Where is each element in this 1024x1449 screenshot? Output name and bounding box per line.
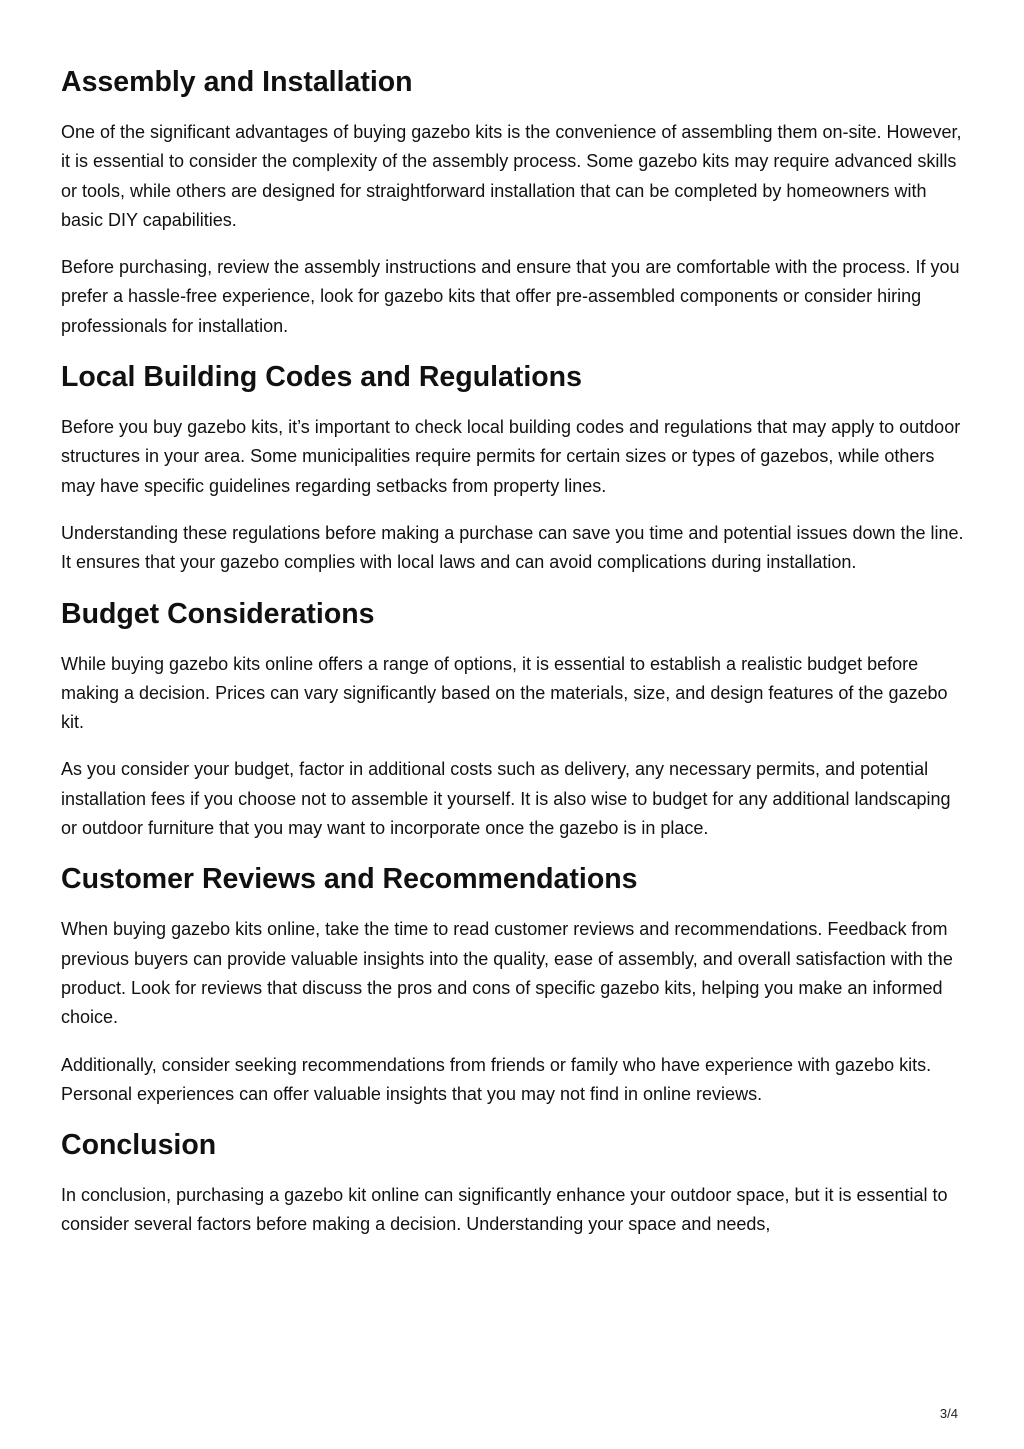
section-customer-reviews xyxy=(61,861,971,1109)
section-paragraph: While buying gazebo kits online offers a range of options, it is essential to establish a realistic budget before making a decision. Prices can vary significantly based on the materials, size, and design features of the gazebo kit. xyxy=(61,653,948,733)
section-paragraph: In conclusion, purchasing a gazebo kit online can significantly enhance your outdoor space, but it is essential to consider several factors before making a decision. Understanding your space and needs, xyxy=(61,1185,948,1235)
section-conclusion xyxy=(61,1127,971,1240)
section-heading: Budget Considerations xyxy=(61,597,375,630)
section-heading: Customer Reviews and Recommendations xyxy=(61,863,638,896)
section-paragraph: As you consider your budget, factor in additional costs such as delivery, any necessary permits, and potential installation fees if you choose not to assemble it yourself. It is also wise to budget for any additional landscaping or outdoor furniture that you may want to incorporate once the gazebo is in place. xyxy=(61,759,951,839)
section-paragraph: When buying gazebo kits online, take the time to read customer reviews and recommendations. Feedback from previous buyers can provide valuable insights into the quality, ease of assembly, and overall satisfaction with the product. Look for reviews that discuss the pros and cons of specific gazebo kits, helping you make an informed choice. xyxy=(61,919,953,1028)
section-paragraph: Additionally, consider seeking recommendations from friends or family who have experience with gazebo kits. Personal experiences can offer valuable insights that you may not find in online reviews. xyxy=(61,1054,932,1104)
section-assembly-installation xyxy=(61,64,971,341)
section-paragraph: One of the significant advantages of buying gazebo kits is the convenience of assembling them on-site. However, it is essential to consider the complexity of the assembly process. Some gazebo kits may require advanced skills or tools, while others are designed for straightforward installation that can be completed by homeowners with basic DIY capabilities. xyxy=(61,122,962,230)
section-paragraph: Before purchasing, review the assembly instructions and ensure that you are comfortable with the process. If you prefer a hassle-free experience, look for gazebo kits that offer pre-assembled components or consider hiring professionals for installation. xyxy=(61,257,960,336)
section-budget xyxy=(61,596,971,844)
section-heading: Conclusion xyxy=(61,1129,217,1162)
document-page xyxy=(61,64,971,1258)
section-building-codes xyxy=(61,359,971,577)
section-heading: Assembly and Installation xyxy=(61,66,413,98)
page-number: 3/4 xyxy=(939,1406,958,1421)
section-paragraph: Before you buy gazebo kits, it’s important to check local building codes and regulations that may apply to outdoor structures in your area. Some municipalities require permits for certain sizes or types of gazebos, while others may have specific guidelines regarding setbacks from property lines. xyxy=(61,417,961,496)
section-paragraph: Understanding these regulations before making a purchase can save you time and potential issues down the line. It ensures that your gazebo complies with local laws and can avoid complications during installation. xyxy=(61,522,964,573)
section-heading: Local Building Codes and Regulations xyxy=(61,361,582,394)
